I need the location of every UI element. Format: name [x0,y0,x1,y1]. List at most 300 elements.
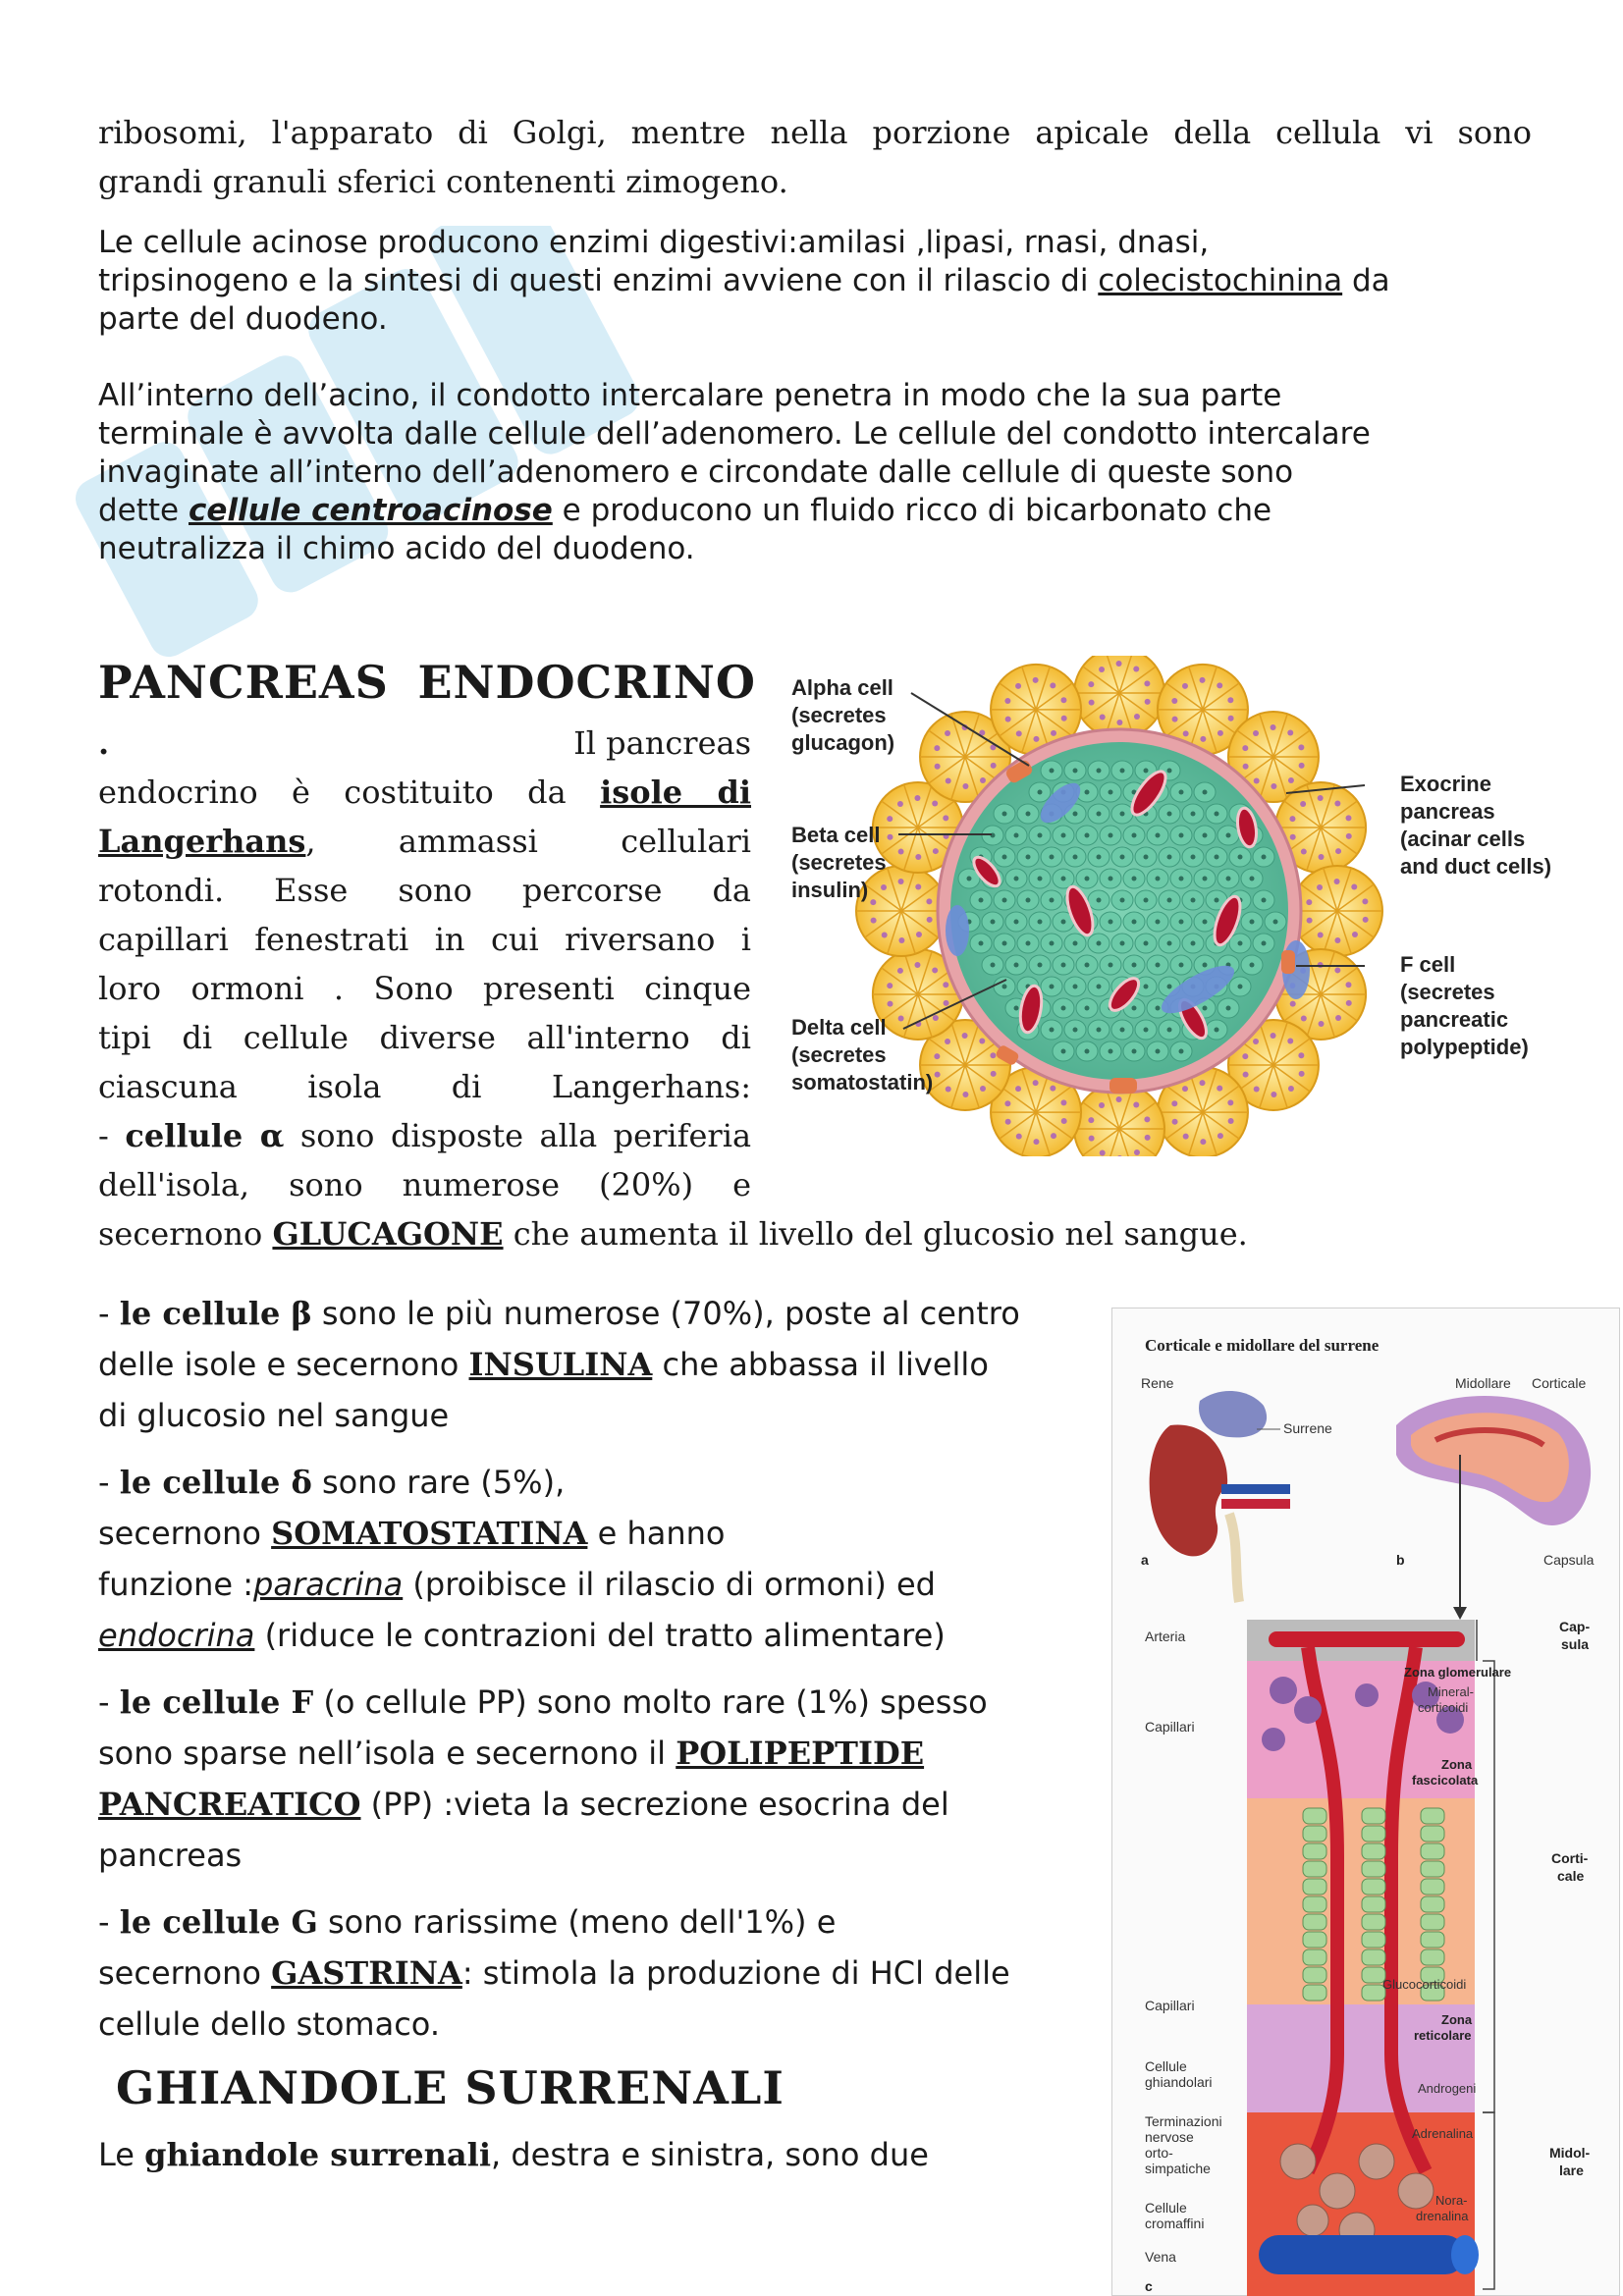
cord-cell [1362,1896,1385,1912]
cell-nucleus [1097,941,1102,946]
cell-nucleus [1026,812,1031,817]
cell-nucleus [1097,855,1102,860]
cell-nucleus [1085,790,1090,795]
f-cells-item [98,1677,1090,1881]
cell-nucleus [1038,877,1043,881]
cellule-delta-term: le cellule δ [119,1464,312,1501]
cell-nucleus [1120,855,1125,860]
cell-nucleus [1120,1028,1125,1033]
cord-cell [1303,1914,1326,1930]
nora-label-1: Nora- [1435,2193,1468,2208]
term-label-1: Terminazioni [1145,2113,1222,2129]
pancreas-l9-text: sono disposte alla periferia [284,1117,752,1154]
cell-nucleus [1179,963,1184,968]
cell-nucleus [979,898,984,903]
cell-nucleus [1073,855,1078,860]
beta-line3: di glucosio nel sangue [98,1397,450,1434]
cell-nucleus [1002,898,1007,903]
f-line2 [98,1728,1090,1779]
cell-nucleus [1120,941,1125,946]
capsula-label: Capsula [1543,1552,1595,1568]
rene-label: Rene [1141,1375,1174,1391]
cell-nucleus [1097,985,1102,989]
cell-nucleus [1109,833,1113,838]
pancreas-endocrino-title: PANCREAS ENDOCRINO [98,656,756,709]
cell-nucleus [1050,898,1055,903]
intro-p1-line2: grandi granuli sferici contenenti zimogeno. [98,163,788,200]
cord-cell [1421,1896,1444,1912]
beta-text-1: sono le più numerose (70%), poste al centro [311,1295,1020,1332]
dash: - [98,1683,120,1721]
cord-cell [1421,1843,1444,1859]
cord-cell [1303,1985,1326,2001]
cell-nucleus [1156,877,1161,881]
fasciculate-cords [1303,1808,1444,2001]
panel-b-label: b [1396,1552,1405,1568]
cell-nucleus [1097,812,1102,817]
delta-line3 [98,1559,1090,1610]
cell-nucleus [1215,855,1219,860]
acinus [1074,1084,1164,1156]
cell-nucleus [1262,941,1267,946]
cell-nucleus [1215,1028,1219,1033]
pancreas-line10: dell'isola, sono numerose (20%) e [98,1166,751,1203]
glucagone-line-inner [98,1209,1532,1258]
cell-nucleus [1144,1028,1149,1033]
intro-paragraph-2 [98,224,1532,339]
insulina-term: INSULINA [468,1346,653,1383]
cord-cell [1362,1826,1385,1842]
pancreas-l2-text: endocrino è costituito da [98,774,601,811]
polipeptide-term: POLIPEPTIDE [676,1735,925,1772]
capillari-label: Capillari [1145,1719,1195,1735]
intro-p2-text-end: da [1342,263,1390,298]
arteria-label: Arteria [1145,1629,1186,1644]
cord-cell [1362,1843,1385,1859]
cell-nucleus [1002,985,1007,989]
colecistochinina-term: colecistochinina [1098,263,1343,298]
cell-nucleus [1250,920,1255,925]
cell-nucleus [1179,1049,1184,1054]
intro-p2-line2 [98,262,1532,300]
cell-nucleus [1167,985,1172,989]
cell-nucleus [1109,920,1113,925]
delta-text-4: funzione : [98,1566,254,1603]
paracrina-term: paracrina [253,1566,404,1603]
cord-cell [1421,1808,1444,1824]
cell-nucleus [1061,920,1066,925]
cell-nucleus [1156,963,1161,968]
cord-cell [1421,1861,1444,1877]
gastrina-term: GASTRINA [271,1954,462,1992]
cord-cell [1303,1896,1326,1912]
cell-nucleus [1073,769,1078,774]
cell-nucleus [1215,812,1219,817]
surrene-label: Surrene [1283,1420,1332,1436]
vena-end [1451,2235,1479,2274]
cell-nucleus [1179,920,1184,925]
cell-nucleus [1097,1028,1102,1033]
cell-nucleus [1144,769,1149,774]
cell-nucleus [991,920,996,925]
term-label-2: nervose [1145,2129,1194,2145]
cell-nucleus [1238,985,1243,989]
cell-nucleus [1167,898,1172,903]
cell-nucleus [1203,920,1208,925]
endocrina-term: endocrina [98,1617,255,1654]
cell-nucleus [1026,855,1031,860]
exocrine-label-1: Exocrine [1400,772,1491,796]
beta-line2 [98,1339,1090,1390]
delta-text-5: (proibisce il rilascio di ormoni) ed [403,1566,936,1603]
intro-p3-line2: terminale è avvolta dalle cellule dell’adenomero. Le cellule del condotto intercalare [98,416,1371,452]
cord-cell [1421,1932,1444,1948]
cellule-alpha-term: cellule α [125,1117,285,1154]
cell-nucleus [1179,790,1184,795]
pancreas-line4: rotondi. Esse sono percorse da [98,872,751,909]
alpha-label-3: glucagon) [791,730,895,755]
cord-cell [1421,1826,1444,1842]
capsula-short-1: Cap- [1559,1619,1591,1634]
surrenali-text-2: , destra e sinistra, sono due [490,2136,929,2173]
beta-text-2: delle isole e secernono [98,1346,469,1383]
dash: - [98,1295,120,1332]
delta-label-1: Delta cell [791,1015,887,1040]
zona-glomerulare-label: Zona glomerulare [1404,1665,1512,1680]
cord-cell [1303,1808,1326,1824]
cell-nucleus [1215,898,1219,903]
vena-label: Vena [1145,2249,1176,2265]
delta-cells-item [98,1457,1090,1661]
cell-nucleus [1038,790,1043,795]
f-line1 [98,1677,1090,1728]
ghiandole-surrenali-term: ghiandole surrenali [144,2136,491,2173]
cell-nucleus [1050,941,1055,946]
cell-nucleus [1132,920,1137,925]
cell-nucleus [1085,1006,1090,1011]
dash: - [98,1117,126,1154]
alpha-label-1: Alpha cell [791,675,893,700]
cell-nucleus [991,963,996,968]
somatostatina-term: SOMATOSTATINA [271,1515,588,1552]
intro-p3-text-end: e producono un fluido ricco di bicarbonato che [552,493,1272,528]
delta-text-2: secernono [98,1515,272,1552]
cellule-label-2: ghiandolari [1145,2074,1213,2090]
g-text-3: : stimola la produzione di HCl delle [461,1954,1010,1992]
adrenal-gland-figure [1111,1308,1620,2296]
fcell-label-1: F cell [1400,952,1456,977]
cell-nucleus [1050,985,1055,989]
intro-p2-line3: parte del duodeno. [98,301,388,337]
cell-nucleus [1132,877,1137,881]
beta-label-3: insulin) [791,878,869,902]
cord-cell [1303,1826,1326,1842]
cell-nucleus [1014,877,1019,881]
cell-nucleus [1226,877,1231,881]
cell-nucleus [1144,855,1149,860]
intro-paragraph-1 [98,108,1532,206]
pancreas-line9 [98,1111,751,1160]
cell-nucleus [1073,985,1078,989]
cell-nucleus [1002,855,1007,860]
cell-nucleus [1191,855,1196,860]
term-label-3: orto- [1145,2145,1173,2161]
midol-label-1: Midol- [1549,2145,1591,2161]
cell-nucleus [1132,1049,1137,1054]
cell-nucleus [1014,1006,1019,1011]
capillari2-label: Capillari [1145,1998,1195,2013]
cell-nucleus [1002,812,1007,817]
cell-nucleus [1203,790,1208,795]
cellule-label-1: Cellule [1145,2058,1187,2074]
pancreas-l3-text: , ammassi cellulari [305,823,751,860]
glucagone-line [98,1209,1532,1258]
cell-nucleus [1273,920,1278,925]
midol-label-2: lare [1559,2163,1584,2178]
cell-nucleus [1050,769,1055,774]
cord-cell [1421,1949,1444,1965]
surrenali-line1 [98,2130,1090,2179]
cell-nucleus [1120,812,1125,817]
cell-nucleus [1262,898,1267,903]
acinus [856,866,947,956]
cellule-centroacinose-term: cellule centroacinose [189,493,553,528]
pancreas-line1 [98,719,751,768]
glucagone-text: che aumenta il livello del glucosio nel sangue. [503,1215,1248,1253]
cell-nucleus [1144,985,1149,989]
cell-nucleus [1038,833,1043,838]
delta-line2 [98,1508,1090,1559]
cord-cell [1362,1932,1385,1948]
term-label-4: simpatiche [1145,2161,1211,2176]
cell-nucleus [1144,941,1149,946]
surrenali-text-1: Le [98,2136,145,2173]
cell-nucleus [1073,812,1078,817]
cord-cell [1303,1967,1326,1983]
ghiandole-surrenali-title: GHIANDOLE SURRENALI [116,2061,784,2114]
acinus [1074,656,1164,738]
cell-nucleus [1061,1006,1066,1011]
cell-nucleus [1061,833,1066,838]
g-text-1: sono rarissime (meno dell'1%) e [317,1903,837,1941]
cord-cell [1421,1879,1444,1895]
delta-line4 [98,1610,1090,1661]
pancreas-line6: loro ormoni . Sono presenti cinque [98,970,751,1007]
nora-label-2: drenalina [1416,2209,1469,2223]
cell-nucleus [1167,941,1172,946]
cord-cell [1362,1949,1385,1965]
crom-label-1: Cellule [1145,2200,1187,2216]
cell-nucleus [1097,769,1102,774]
intro-p2-text: tripsinogeno e la sintesi di questi enzimi avviene con il rilascio di [98,263,1099,298]
cell-nucleus [1061,1049,1066,1054]
corti-label-1: Corti- [1551,1850,1589,1866]
intro-p3-line5: neutralizza il chimo acido del duodeno. [98,531,695,566]
cell-nucleus [1156,1006,1161,1011]
zona-ret-label-2: reticolare [1414,2028,1472,2043]
cell-nucleus [1109,877,1113,881]
cord-cell [1362,1879,1385,1895]
fcell-label-3: pancreatic [1400,1007,1509,1032]
g-text-2: secernono [98,1954,272,1992]
g-line3: cellule dello stomaco. [98,2005,440,2043]
delta-text-1: sono rare (5%), [311,1464,566,1501]
zona-fasc-label-2: fascicolata [1412,1773,1479,1788]
cell-nucleus [1085,877,1090,881]
cell-nucleus [1109,963,1113,968]
f-text-1: (o cellule PP) sono molto rare (1%) spesso [313,1683,988,1721]
alpha-label-2: (secretes [791,703,887,727]
panel-a-label: a [1141,1552,1149,1568]
acinus [1292,866,1382,956]
f-line4: pancreas [98,1837,243,1874]
cord-cell [1362,1914,1385,1930]
cell-nucleus [1179,833,1184,838]
exocrine-label-2: pancreas [1400,799,1495,824]
g-line2 [98,1948,1090,1999]
pancreatico-term: PANCREATICO [98,1786,361,1823]
cell-nucleus [1026,941,1031,946]
capsula-short-2: sula [1561,1636,1590,1652]
exocrine-label-4: and duct cells) [1400,854,1552,879]
cell-nucleus [1191,898,1196,903]
cell-nucleus [1226,1006,1231,1011]
beta-cells-item [98,1288,1090,1441]
pancreas-line5: capillari fenestrati in cui riversano i [98,921,751,958]
cell-nucleus [1191,812,1196,817]
pancreas-l1-text: Il pancreas [573,724,751,762]
cell-nucleus [1073,1028,1078,1033]
intro-p3-line4 [98,492,1532,530]
fcell-label-2: (secretes [1400,980,1495,1004]
fcell-label-4: polypeptide) [1400,1035,1529,1059]
cellule-f-term: le cellule F [119,1683,314,1721]
cell-nucleus [1002,941,1007,946]
cell-nucleus [1073,941,1078,946]
f-line3 [98,1779,1090,1830]
cell-nucleus [1156,833,1161,838]
crom-label-2: cromaffini [1145,2216,1205,2231]
cell-nucleus [1156,920,1161,925]
cord-cell [1303,1932,1326,1948]
cord-cell [1303,1879,1326,1895]
adrenal-fig-title: Corticale e midollare del surrene [1145,1336,1380,1355]
cell-nucleus [1132,963,1137,968]
zona-fasc-label-1: Zona [1441,1757,1473,1772]
cell-nucleus [1191,941,1196,946]
adrenalina-label: Adrenalina [1412,2126,1474,2141]
zona-ret-label-1: Zona [1441,2012,1473,2027]
delta-line1 [98,1457,1090,1508]
delta-label-3: somatostatin) [791,1070,934,1095]
delta-label-2: (secretes [791,1042,887,1067]
cell-nucleus [1026,898,1031,903]
dash: - [98,1903,120,1941]
mineral-label-1: Mineral- [1428,1684,1474,1699]
cell-nucleus [1014,833,1019,838]
cell-nucleus [1038,920,1043,925]
cell-nucleus [1238,855,1243,860]
cell-nucleus [1038,963,1043,968]
pancreas-line7: tipi di cellule diverse all'interno di [98,1019,751,1056]
glucagone-term: GLUCAGONE [272,1215,504,1253]
cell-nucleus [1061,963,1066,968]
title-dot: . [98,724,110,762]
cell-types-list [98,1288,1090,2050]
cell-nucleus [1132,1006,1137,1011]
pancreas-paragraph [98,719,751,1209]
cord-cell [1303,1949,1326,1965]
intro-p3-line3: invaginate all’interno dell’adenomero e circondate dalle cellule di queste sono [98,454,1294,490]
surrenali-paragraph [98,2130,1090,2179]
cell-nucleus [1085,1049,1090,1054]
corticale-label: Corticale [1532,1375,1587,1391]
cell-nucleus [1120,769,1125,774]
cellule-beta-term: le cellule β [119,1295,312,1332]
glucocorticoidi-label: Glucocorticoidi [1382,1977,1467,1992]
pancreas-line8: ciascuna isola di Langerhans: [98,1068,751,1105]
arteria-shape [1269,1631,1465,1647]
cell-nucleus [1250,877,1255,881]
exocrine-label-3: (acinar cells [1400,827,1526,851]
androgeni-label: Androgeni [1418,2081,1477,2096]
cell-nucleus [1203,1006,1208,1011]
cell-nucleus [1109,1049,1113,1054]
cell-nucleus [1203,877,1208,881]
cord-cell [1362,1808,1385,1824]
intro-p2-line1: Le cellule acinose producono enzimi digestivi:amilasi ,lipasi, rnasi, dnasi, [98,225,1210,260]
delta-text-3: e hanno [587,1515,726,1552]
isole-di-term: isole di [600,774,752,811]
cord-cell [1303,1861,1326,1877]
cell-nucleus [1203,963,1208,968]
cell-nucleus [1109,790,1113,795]
pancreas-line2 [98,768,751,817]
intro-p3-line1: All’interno dell’acino, il condotto intercalare penetra in modo che la sua parte [98,378,1282,413]
cell-nucleus [979,941,984,946]
cellule-g-term: le cellule G [119,1903,318,1941]
cell-nucleus [1167,769,1172,774]
dash: - [98,1464,120,1501]
cell-nucleus [1050,855,1055,860]
cell-nucleus [1050,1028,1055,1033]
corti-label-2: cale [1557,1868,1585,1884]
intro-p3-text: dette [98,493,189,528]
cell-nucleus [1144,898,1149,903]
cell-nucleus [1156,1049,1161,1054]
cell-nucleus [1179,877,1184,881]
intro-p1-line1: ribosomi, l'apparato di Golgi, mentre nella porzione apicale della cellula vi sono [98,114,1532,151]
g-line1 [98,1896,1090,1948]
langerhans-term: Langerhans [98,823,306,860]
cell-nucleus [1226,833,1231,838]
cord-cell [1362,1861,1385,1877]
cell-nucleus [1085,963,1090,968]
cell-nucleus [1262,855,1267,860]
cord-cell [1421,1914,1444,1930]
cell-nucleus [1167,855,1172,860]
cell-nucleus [967,877,972,881]
cell-nucleus [1132,833,1137,838]
intro-paragraph-3 [98,377,1532,568]
cell-nucleus [1238,941,1243,946]
cell-nucleus [1167,1028,1172,1033]
g-cells-item [98,1896,1090,2050]
cord-cell [1303,1843,1326,1859]
cell-nucleus [1250,963,1255,968]
beta-text-3: che abbassa il livello [652,1346,989,1383]
mineral-label-2: corticoidi [1418,1700,1469,1715]
